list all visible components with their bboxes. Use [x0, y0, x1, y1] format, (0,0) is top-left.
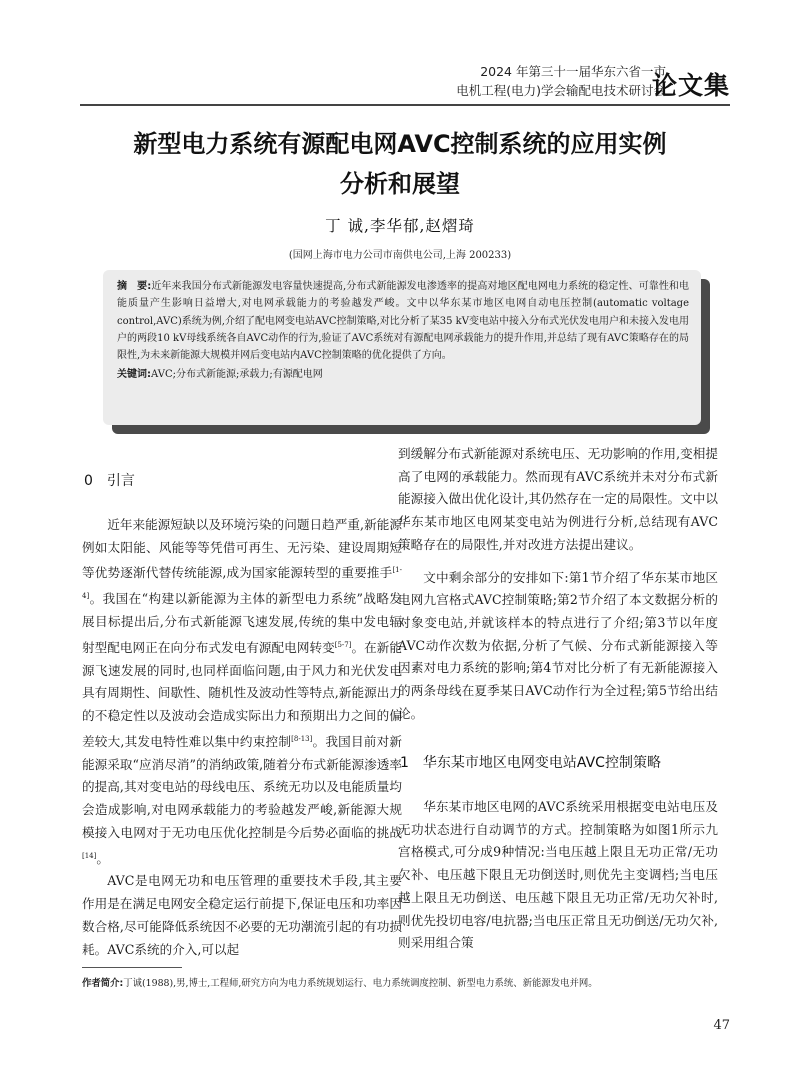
running-header: [0, 62, 800, 102]
abstract-box: [103, 270, 701, 425]
citation: [1-4]: [82, 566, 402, 601]
intro-text-b: 。我国在“构建以新能源为主体的新型电力系统”战略发展目标提出后,分布式新能源飞速发展,传统的集中发电辐射型配电网正在向分布式发电有源配电网转变: [82, 591, 402, 656]
abstract: [117, 278, 689, 364]
paper-title: [60, 124, 740, 204]
conference-name: [456, 62, 666, 100]
citation: [5-7]: [334, 640, 352, 649]
right-column: [398, 443, 718, 725]
citation: [8-13]: [291, 734, 313, 743]
section-1-column: [398, 796, 718, 955]
page-number: 47: [713, 1018, 730, 1033]
collection-label: 论文集: [651, 71, 730, 100]
footnote-text: 丁诚(1988),男,博士,工程师,研究方向为电力系统规划运行、电力系统调度控制、新型电力系统、新能源发电并网。: [123, 978, 598, 989]
affiliation: (国网上海市电力公司市南供电公司,上海 200233): [288, 250, 512, 261]
keywords-text: AVC;分布式新能源;承载力;有源配电网: [151, 369, 323, 381]
header-rule: [80, 104, 730, 106]
citation: [14]: [82, 851, 97, 860]
conference-line-2: 电机工程(电力)学会输配电技术研讨会: [456, 83, 666, 98]
intro-text-e: 。: [96, 850, 109, 866]
intro-text-a: 近年来能源短缺以及环境污染的问题日趋严重,新能源例如太阳能、风能等等凭借可再生、无污染、建设周期短等优势逐渐代替传统能源,成为国家能源转型的重要推手: [82, 517, 402, 581]
section-1-paragraph: 华东某市地区电网的AVC系统采用根据变电站电压及无功状态进行自动调节的方式。控制策略为如图1所示九宫格模式,可分成9种情况:当电压越上限且无功正常/无功欠补、电压越下限且无功倒送时,则优先主变调档;当电压越上限且无功倒送、电压越下限且无功正常/无功欠补时,则优先投切电容/电抗器;当电压正常且无功倒送/无功欠补,则采用组合策: [398, 799, 718, 951]
section-heading-0: 0 引言: [84, 473, 135, 489]
intro-paragraph-1: [82, 514, 402, 870]
title-line-1: 新型电力系统有源配电网AVC控制系统的应用实例: [133, 130, 667, 158]
intro-text-d: 。我国目前对新能源采取“应消尽消”的消纳政策,随着分布式新能源渗透率的提高,其对变电站的母线电压、系统无功以及电能质量均会造成影响,对电网承载能力的考验越发严峻,新能源大规模接入电网对于无功电压优化控制是今后势必面临的挑战: [82, 734, 402, 840]
keywords-label: 关键词:: [117, 369, 151, 381]
intro-paragraph-4: 文中剩余部分的安排如下:第1节介绍了华东某市地区电网九宫格式AVC控制策略;第2节介绍了本文数据分析的对象变电站,并就该样本的特点进行了介绍;第3节以年度AVC动作次数为依据,分析了气候、分布式新能源接入等因素对电力系统的影响;第4节对比分析了有无新能源接入的两条母线在夏季某日AVC动作行为全过程;第5节给出结论。: [398, 569, 718, 721]
authors: 丁 诚,李华郁,赵熠琦: [325, 217, 475, 235]
abstract-text: 近年来我国分布式新能源发电容量快速提高,分布式新能源发电渗透率的提高对地区配电网电力系统的稳定性、可靠性和电能质量产生影响日益增大,对电网承载能力的考验越发严峻。文中以华东某市地区电网自动电压控制(automatic voltage control,AVC)系统为例,介绍了配电网变电站AVC控制策略,对比分析了某35 kV变电站中接入分布式光伏发电用户和未接入发电用户的两段10 kV母线系统各自AVC动作的行为,验证了AVC系统对有源配电网承载能力的提升作用,并总结了现有AVC策略存在的局限性,为未来新能源大规模并网后变电站内AVC控制策略的优化提供了方向。: [117, 281, 690, 362]
left-column: [82, 514, 402, 961]
intro-paragraph-3: 到缓解分布式新能源对系统电压、无功影响的作用,变相提高了电网的承载能力。然而现有AVC系统并未对分布式新能源接入做出优化设计,其仍然存在一定的局限性。文中以华东某市地区电网某变电站为例进行分析,总结现有AVC策略存在的局限性,并对改进方法提出建议。: [398, 446, 718, 552]
author-footnote: [82, 977, 732, 991]
conference-line-1: 2024 年第三十一届华东六省一市: [480, 64, 666, 79]
intro-text-c: 。在新能源飞速发展的同时,也同样面临问题,由于风力和光伏发电具有周期性、间歇性、随机性及波动性等特点,新能源出力的不稳定性以及波动会造成实际出力和预期出力之间的偏差较大,其发电特性难以集中约束控制: [82, 640, 403, 750]
abstract-label: 摘 要:: [117, 281, 152, 292]
footnote-label: 作者简介:: [82, 978, 124, 989]
title-line-2: 分析和展望: [340, 170, 460, 198]
keywords: [117, 366, 689, 383]
intro-paragraph-2: AVC是电网无功和电压管理的重要技术手段,其主要作用是在满足电网安全稳定运行前提下,保证电压和功率因数合格,尽可能降低系统因不必要的无功潮流引起的有功损耗。AVC系统的介入,可以起: [82, 873, 402, 957]
section-heading-1: 1 华东某市地区电网变电站AVC控制策略: [400, 755, 661, 771]
footnote-rule: [82, 967, 182, 968]
